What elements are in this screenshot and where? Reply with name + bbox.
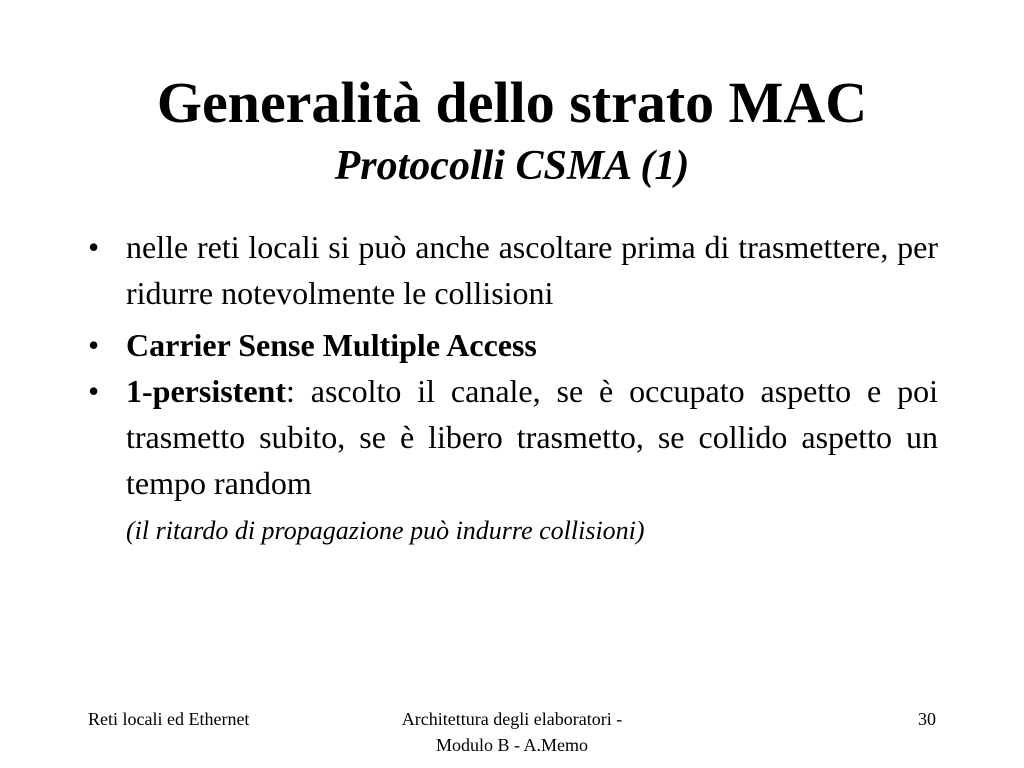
page-number: 30	[918, 709, 936, 729]
bullet-list	[88, 224, 938, 562]
slide-title: Generalità dello strato MAC	[156, 70, 868, 135]
footer-course-title: Reti locali ed Ethernet	[88, 709, 250, 729]
bullet-text: nelle reti locali si può anche ascoltare prima di trasmettere, per ridurre notevolmente le collisioni	[126, 229, 938, 311]
footer-module	[380, 706, 644, 758]
bullet-text: : ascolto il canale, se è occupato aspetto e poi trasmetto subito, se è libero trasmetto, se collido aspetto un tempo random	[126, 373, 938, 501]
bullet-dot-icon: •	[88, 327, 100, 363]
bullet-bold-text: Carrier Sense Multiple Access	[126, 327, 537, 363]
bullet-item-csma	[88, 322, 938, 368]
bullet-dot-icon: •	[88, 373, 100, 409]
footer-module-line1: Architettura degli elaboratori -	[401, 709, 623, 729]
bullet-item-listen-before-transmit	[88, 224, 938, 316]
bullet-dot-icon: •	[88, 229, 100, 265]
bullet-bold-text: 1-persistent	[126, 373, 286, 409]
slide-subtitle: Protocolli CSMA (1)	[334, 143, 690, 189]
bullet-item-1-persistent	[88, 368, 938, 556]
bullet-note: (il ritardo di propagazione può indurre collisioni)	[126, 516, 645, 545]
footer-module-line2: Modulo B - A.Memo	[435, 735, 588, 755]
